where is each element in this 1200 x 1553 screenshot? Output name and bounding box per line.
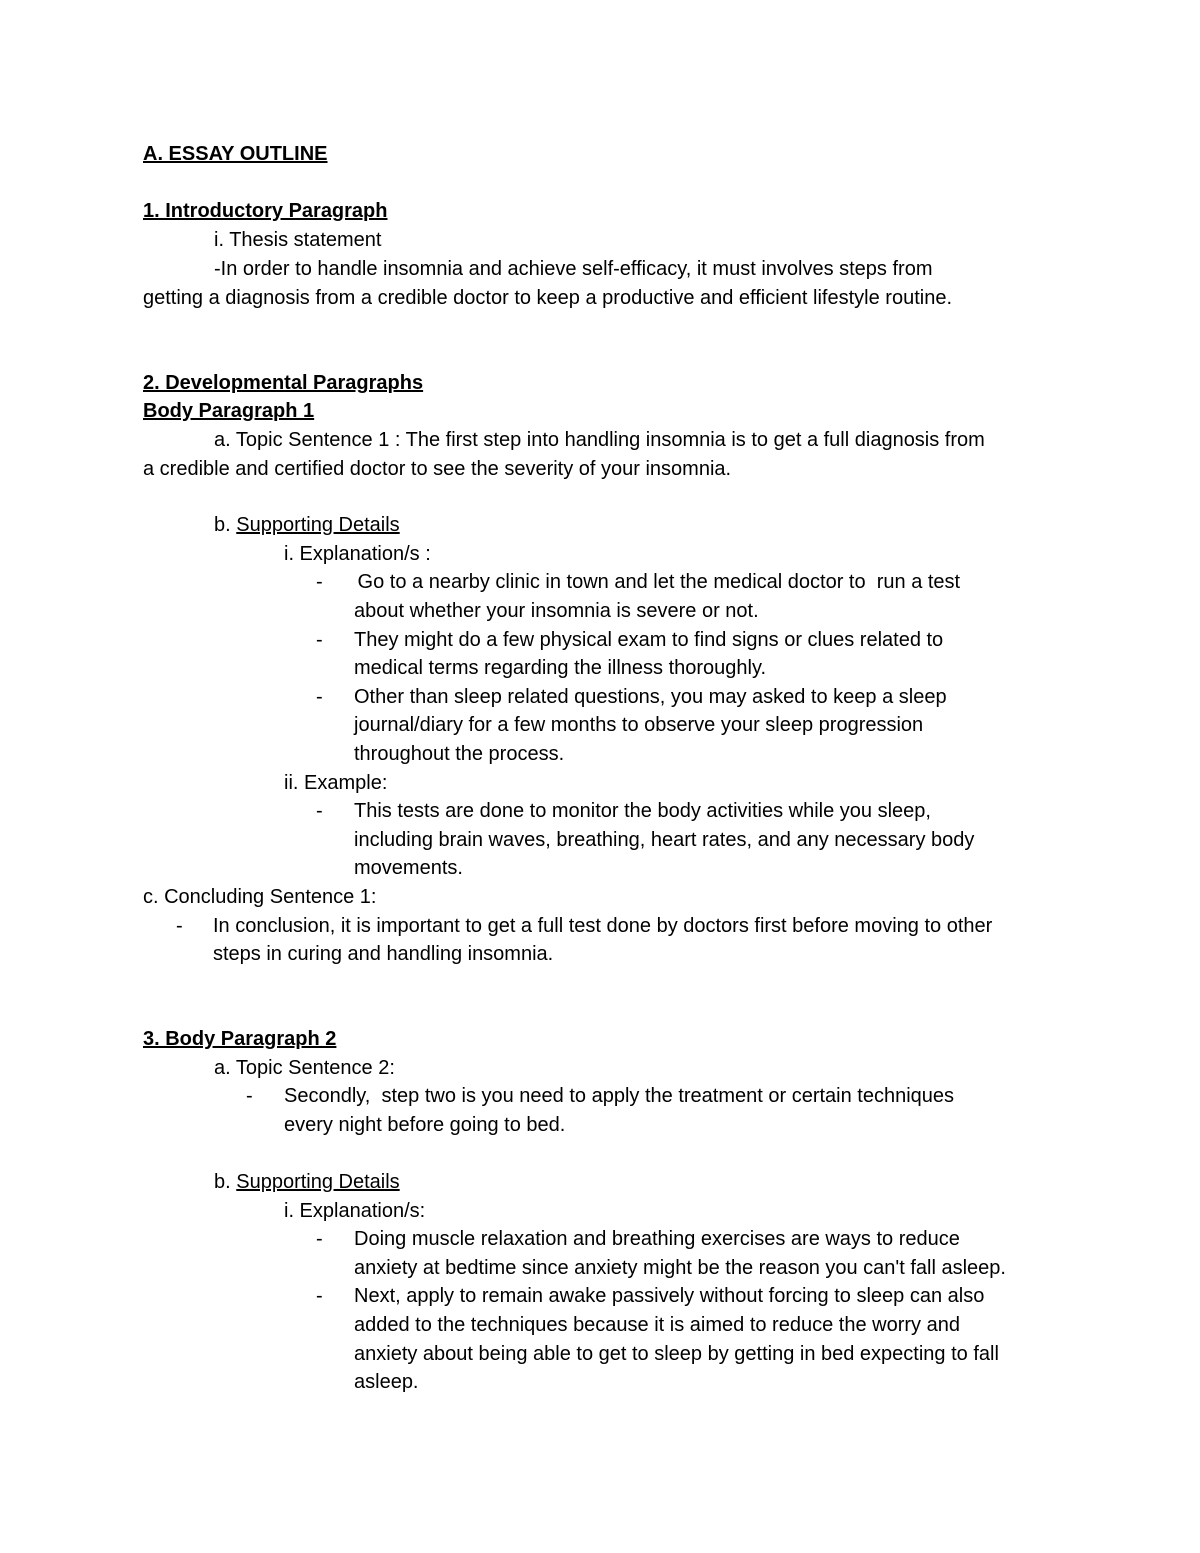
bullet-dash: - <box>246 1085 253 1107</box>
bullet-dash: - <box>316 686 323 708</box>
bullet-dash: - <box>316 629 323 651</box>
supporting-details-2-prefix: b. <box>214 1171 237 1193</box>
b1-bullet-3-line-3: throughout the process. <box>354 743 565 765</box>
explanation-2-label: i. Explanation/s: <box>284 1200 426 1222</box>
concluding-sentence-1-label: c. Concluding Sentence 1: <box>143 886 377 908</box>
example-bullet-line-2: including brain waves, breathing, heart rates, and any necessary body <box>354 829 975 851</box>
supporting-details-2 <box>214 1168 400 1197</box>
topic-sentence-2-label: a. Topic Sentence 2: <box>214 1057 395 1079</box>
outline-title: A. ESSAY OUTLINE <box>143 143 328 165</box>
b2-bullet-1-line-2: anxiety at bedtime since anxiety might be the reason you can't fall asleep. <box>354 1257 1006 1279</box>
concluding-line-1: In conclusion, it is important to get a full test done by doctors first before moving to other <box>213 915 993 937</box>
example-bullet-line-1: This tests are done to monitor the body activities while you sleep, <box>354 800 931 822</box>
example-1-label: ii. Example: <box>284 772 388 794</box>
body-paragraph-1-heading: Body Paragraph 1 <box>143 400 315 422</box>
b2-bullet-2-line-4: asleep. <box>354 1371 419 1393</box>
topic-2-line-1: Secondly, step two is you need to apply the treatment or certain techniques <box>284 1085 955 1107</box>
example-bullet-line-3: movements. <box>354 857 463 879</box>
explanation-1-label: i. Explanation/s : <box>284 543 431 565</box>
b1-bullet-1-line-2: about whether your insomnia is severe or not. <box>354 600 759 622</box>
b2-bullet-1-line-1: Doing muscle relaxation and breathing exercises are ways to reduce <box>354 1228 960 1250</box>
topic-sentence-1-line-2: a credible and certified doctor to see the severity of your insomnia. <box>143 458 732 480</box>
bullet-dash: - <box>176 915 183 937</box>
b1-bullet-2-line-2: medical terms regarding the illness thoroughly. <box>354 657 767 679</box>
b1-bullet-2-line-1: They might do a few physical exam to find signs or clues related to <box>354 629 944 651</box>
bullet-dash: - <box>316 800 323 822</box>
body-paragraph-2-heading: 3. Body Paragraph 2 <box>143 1028 337 1050</box>
thesis-label: i. Thesis statement <box>214 229 382 251</box>
b1-bullet-3-line-2: journal/diary for a few months to observe your sleep progression <box>354 714 924 736</box>
supporting-details-1-label: Supporting Details <box>236 514 400 536</box>
intro-heading: 1. Introductory Paragraph <box>143 200 388 222</box>
bullet-dash: - <box>316 1228 323 1250</box>
topic-2-line-2: every night before going to bed. <box>284 1114 566 1136</box>
bullet-dash: - <box>316 571 323 593</box>
b2-bullet-2-line-2: added to the techniques because it is aimed to reduce the worry and <box>354 1314 960 1336</box>
concluding-line-2: steps in curing and handling insomnia. <box>213 943 554 965</box>
b1-bullet-1-line-1: Go to a nearby clinic in town and let the medical doctor to run a test <box>352 571 961 593</box>
supporting-details-1 <box>214 511 400 540</box>
topic-sentence-1-line-1: a. Topic Sentence 1 : The first step into handling insomnia is to get a full diagnosis from <box>214 429 985 451</box>
supporting-details-2-label: Supporting Details <box>236 1171 400 1193</box>
thesis-line-2: getting a diagnosis from a credible doctor to keep a productive and efficient lifestyle routine. <box>143 287 952 309</box>
supporting-details-1-prefix: b. <box>214 514 237 536</box>
thesis-line-1: -In order to handle insomnia and achieve self-efficacy, it must involves steps from <box>214 258 933 280</box>
b1-bullet-3-line-1: Other than sleep related questions, you may asked to keep a sleep <box>354 686 947 708</box>
bullet-dash: - <box>316 1285 323 1307</box>
b2-bullet-2-line-1: Next, apply to remain awake passively without forcing to sleep can also <box>354 1285 985 1307</box>
b2-bullet-2-line-3: anxiety about being able to get to sleep by getting in bed expecting to fall <box>354 1343 999 1365</box>
developmental-heading: 2. Developmental Paragraphs <box>143 372 424 394</box>
